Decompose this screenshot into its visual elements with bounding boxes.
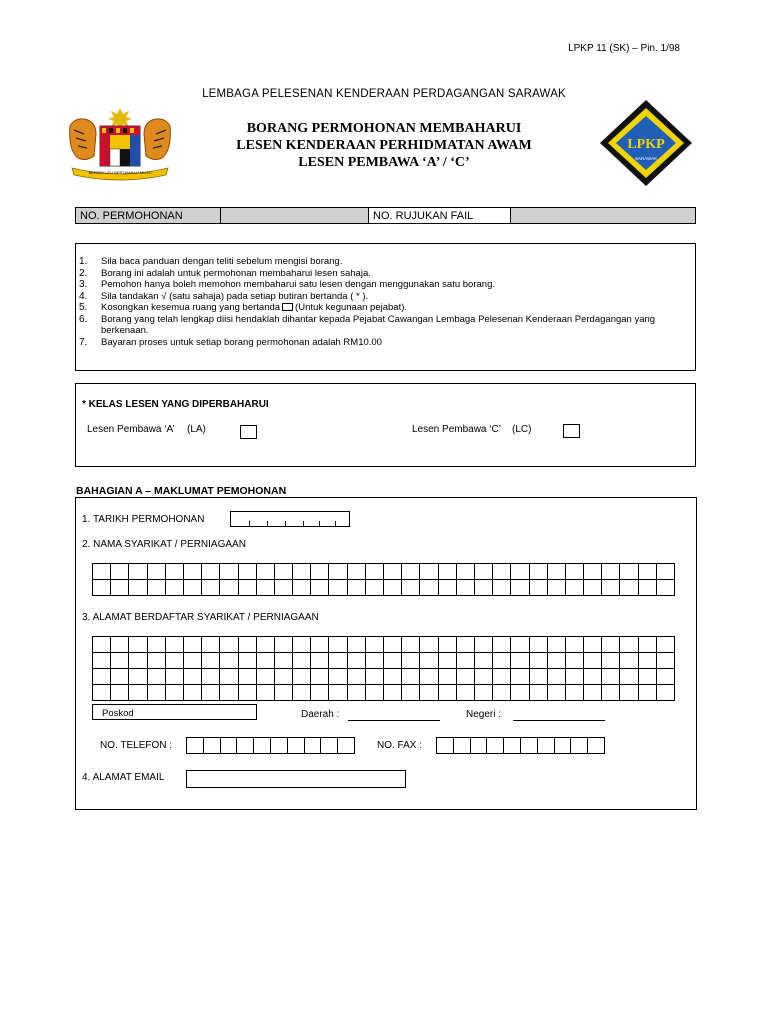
grid-cell[interactable]: [165, 637, 183, 653]
file-ref-label: NO. RUJUKAN FAIL: [369, 208, 511, 223]
grid-cell[interactable]: [329, 653, 347, 669]
grid-cell[interactable]: [588, 738, 605, 754]
grid-cell[interactable]: [311, 564, 329, 580]
grid-cell[interactable]: [456, 685, 474, 701]
grid-cell[interactable]: [220, 564, 238, 580]
grid-cell[interactable]: [402, 653, 420, 669]
grid-cell[interactable]: [238, 564, 256, 580]
grid-cell[interactable]: [638, 685, 656, 701]
grid-cell[interactable]: [438, 637, 456, 653]
grid-cell[interactable]: [220, 685, 238, 701]
grid-cell[interactable]: [547, 637, 565, 653]
grid-cell[interactable]: [529, 564, 547, 580]
grid-cell[interactable]: [365, 637, 383, 653]
grid-cell[interactable]: [493, 580, 511, 596]
grid-cell[interactable]: [293, 637, 311, 653]
grid-cell[interactable]: [384, 653, 402, 669]
grid-cell[interactable]: [656, 669, 674, 685]
grid-cell[interactable]: [220, 580, 238, 596]
grid-cell[interactable]: [129, 580, 147, 596]
address-label: 3. ALAMAT BERDAFTAR SYARIKAT / PERNIAGAAN: [82, 612, 319, 623]
grid-cell[interactable]: [329, 685, 347, 701]
form-title-line-1: BORANG PERMOHONAN MEMBAHARUI: [246, 121, 522, 136]
grid-cell[interactable]: [602, 669, 620, 685]
grid-cell[interactable]: [147, 685, 165, 701]
grid-cell[interactable]: [456, 564, 474, 580]
svg-text:BERSEKUTU BERTAMBAH MUTU: BERSEKUTU BERTAMBAH MUTU: [88, 170, 152, 175]
grid-cell[interactable]: [437, 738, 454, 754]
grid-cell[interactable]: [329, 580, 347, 596]
grid-cell[interactable]: [584, 685, 602, 701]
grid-cell[interactable]: [237, 738, 254, 754]
grid-cell[interactable]: [384, 564, 402, 580]
grid-cell[interactable]: [293, 685, 311, 701]
grid-cell[interactable]: [420, 564, 438, 580]
grid-cell[interactable]: [547, 669, 565, 685]
grid-cell[interactable]: [529, 685, 547, 701]
grid-cell[interactable]: [511, 669, 529, 685]
instructions-box: [75, 243, 696, 371]
grid-cell[interactable]: [384, 637, 402, 653]
grid-cell[interactable]: [438, 564, 456, 580]
grid-cell[interactable]: [384, 669, 402, 685]
license-class-heading: * KELAS LESEN YANG DIPERBAHARUI: [82, 399, 269, 410]
grid-cell[interactable]: [270, 738, 287, 754]
date-field[interactable]: [230, 511, 350, 527]
grid-cell[interactable]: [656, 653, 674, 669]
grid-cell[interactable]: [203, 738, 220, 754]
grid-cell[interactable]: [493, 669, 511, 685]
option-c-code: (LC): [512, 424, 532, 435]
form-title-line-3: LESEN PEMBAWA ‘A’ / ‘C’: [298, 155, 470, 170]
grid-cell[interactable]: [420, 685, 438, 701]
fax-grid[interactable]: [436, 737, 605, 754]
grid-cell[interactable]: [183, 564, 201, 580]
grid-cell[interactable]: [202, 580, 220, 596]
option-c-checkbox[interactable]: [563, 424, 580, 438]
grid-cell[interactable]: [420, 580, 438, 596]
grid-cell[interactable]: [129, 685, 147, 701]
company-name-label: 2. NAMA SYARIKAT / PERNIAGAAN: [82, 539, 246, 550]
grid-cell[interactable]: [256, 580, 274, 596]
grid-cell[interactable]: [438, 580, 456, 596]
grid-cell[interactable]: [571, 738, 588, 754]
postcode-field[interactable]: [92, 704, 257, 720]
grid-cell[interactable]: [493, 685, 511, 701]
grid-cell[interactable]: [365, 580, 383, 596]
district-label: Daerah :: [301, 709, 340, 720]
grid-cell[interactable]: [456, 653, 474, 669]
grid-cell[interactable]: [620, 637, 638, 653]
grid-cell[interactable]: [347, 564, 365, 580]
grid-cell[interactable]: [529, 580, 547, 596]
grid-cell[interactable]: [111, 580, 129, 596]
grid-cell[interactable]: [638, 637, 656, 653]
grid-cell[interactable]: [420, 637, 438, 653]
instruction-item: 7. Bayaran proses untuk setiap borang permohonan adalah RM10.00: [79, 336, 382, 348]
form-title-line-2: LESEN KENDERAAN PERHIDMATAN AWAM: [236, 138, 532, 153]
grid-cell[interactable]: [147, 580, 165, 596]
fax-label: NO. FAX :: [377, 740, 423, 751]
grid-cell[interactable]: [365, 685, 383, 701]
grid-cell[interactable]: [638, 653, 656, 669]
grid-cell[interactable]: [365, 653, 383, 669]
grid-cell[interactable]: [256, 653, 274, 669]
grid-cell[interactable]: [347, 669, 365, 685]
grid-cell[interactable]: [620, 564, 638, 580]
grid-cell[interactable]: [238, 669, 256, 685]
phone-grid[interactable]: [186, 737, 355, 754]
grid-cell[interactable]: [511, 653, 529, 669]
grid-cell[interactable]: [129, 653, 147, 669]
grid-cell[interactable]: [656, 685, 674, 701]
grid-cell[interactable]: [304, 738, 321, 754]
instruction-item: 1. Sila baca panduan dengan teliti sebelum mengisi borang.: [79, 256, 343, 267]
grid-cell[interactable]: [147, 669, 165, 685]
grid-cell[interactable]: [565, 637, 583, 653]
grid-cell[interactable]: [554, 738, 571, 754]
grid-cell[interactable]: [202, 669, 220, 685]
grid-cell[interactable]: [347, 685, 365, 701]
grid-cell[interactable]: [529, 653, 547, 669]
grid-cell[interactable]: [547, 653, 565, 669]
grid-cell[interactable]: [602, 653, 620, 669]
grid-cell[interactable]: [220, 637, 238, 653]
svg-text:LPKP: LPKP: [627, 137, 665, 152]
grid-cell[interactable]: [183, 637, 201, 653]
instructions-list: [79, 256, 676, 348]
grid-cell[interactable]: [93, 580, 111, 596]
grid-cell[interactable]: [493, 653, 511, 669]
coat-of-arms-icon: [64, 104, 176, 182]
form-reference: LPKP 11 (SK) – Pin. 1/98: [568, 43, 680, 54]
grid-cell[interactable]: [402, 637, 420, 653]
grid-cell[interactable]: [438, 685, 456, 701]
grid-cell[interactable]: [474, 669, 492, 685]
grid-cell[interactable]: [656, 564, 674, 580]
grid-cell[interactable]: [584, 653, 602, 669]
grid-cell[interactable]: [220, 669, 238, 685]
lpkp-logo-icon: [598, 98, 694, 188]
grid-cell[interactable]: [474, 685, 492, 701]
grid-cell[interactable]: [93, 564, 111, 580]
grid-cell[interactable]: [165, 580, 183, 596]
grid-cell[interactable]: [147, 637, 165, 653]
instruction-item: 5. Kosongkan kesemua ruang yang bertanda (Untuk kegunaan pejabat).: [79, 302, 408, 313]
grid-cell[interactable]: [584, 564, 602, 580]
grid-cell[interactable]: [584, 637, 602, 653]
agency-name: LEMBAGA PELESENAN KENDERAAN PERDAGANGAN SARAWAK: [202, 88, 566, 100]
grid-cell[interactable]: [293, 669, 311, 685]
grid-cell[interactable]: [274, 580, 292, 596]
grid-cell[interactable]: [93, 637, 111, 653]
grid-cell[interactable]: [147, 653, 165, 669]
grid-cell[interactable]: [311, 653, 329, 669]
grid-cell[interactable]: [520, 738, 537, 754]
grid-cell[interactable]: [256, 685, 274, 701]
grid-cell[interactable]: [620, 580, 638, 596]
grid-cell[interactable]: [470, 738, 487, 754]
grid-cell[interactable]: [165, 685, 183, 701]
instruction-item: 4. Sila tandakan √ (satu sahaja) pada setiap butiran bertanda ( * ).: [79, 290, 369, 302]
grid-cell[interactable]: [638, 564, 656, 580]
grid-cell[interactable]: [602, 685, 620, 701]
grid-cell[interactable]: [537, 738, 554, 754]
grid-cell[interactable]: [584, 669, 602, 685]
grid-cell[interactable]: [493, 637, 511, 653]
grid-cell[interactable]: [254, 738, 271, 754]
option-a-checkbox[interactable]: [240, 425, 257, 439]
grid-cell[interactable]: [529, 669, 547, 685]
grid-cell[interactable]: [238, 653, 256, 669]
grid-cell[interactable]: [602, 637, 620, 653]
grid-cell[interactable]: [402, 580, 420, 596]
grid-cell[interactable]: [329, 669, 347, 685]
grid-cell[interactable]: [620, 669, 638, 685]
application-no-field[interactable]: [221, 208, 370, 223]
grid-cell[interactable]: [202, 564, 220, 580]
instruction-item: 3. Pemohon hanya boleh memohon membaharui satu lesen dengan menggunakan satu borang.: [79, 279, 495, 290]
phone-label: NO. TELEFON :: [100, 740, 173, 751]
grid-cell[interactable]: [474, 653, 492, 669]
date-label: 1. TARIKH PERMOHONAN: [82, 514, 205, 525]
grid-cell[interactable]: [111, 685, 129, 701]
grid-cell[interactable]: [487, 738, 504, 754]
grid-cell[interactable]: [202, 653, 220, 669]
grid-cell[interactable]: [256, 669, 274, 685]
grid-cell[interactable]: [347, 580, 365, 596]
grid-cell[interactable]: [329, 637, 347, 653]
grid-cell[interactable]: [338, 738, 355, 754]
grid-cell[interactable]: [565, 564, 583, 580]
svg-text:SARAWAK: SARAWAK: [634, 156, 658, 161]
option-a-label: Lesen Pembawa ‘A’: [87, 424, 175, 435]
grid-cell[interactable]: [274, 669, 292, 685]
part-a-box: [75, 497, 697, 810]
grid-cell[interactable]: [511, 564, 529, 580]
grid-cell[interactable]: [511, 637, 529, 653]
grid-cell[interactable]: [274, 564, 292, 580]
grid-cell[interactable]: [274, 685, 292, 701]
grid-cell[interactable]: [293, 653, 311, 669]
grid-cell[interactable]: [202, 685, 220, 701]
email-label: 4. ALAMAT EMAIL: [82, 772, 165, 783]
grid-cell[interactable]: [111, 669, 129, 685]
instruction-item: 6. Borang yang telah lengkap diisi hendaklah dihantar kepada Pejabat Cawangan Lembaga Pelesenan Kenderaan Perdagangan yang berkenaan.: [79, 313, 656, 336]
grid-cell[interactable]: [256, 564, 274, 580]
grid-cell[interactable]: [638, 669, 656, 685]
grid-cell[interactable]: [547, 564, 565, 580]
grid-cell[interactable]: [183, 669, 201, 685]
grid-cell[interactable]: [111, 564, 129, 580]
grid-cell[interactable]: [311, 669, 329, 685]
grid-cell[interactable]: [93, 685, 111, 701]
grid-cell[interactable]: [347, 637, 365, 653]
grid-cell[interactable]: [111, 637, 129, 653]
grid-cell[interactable]: [384, 580, 402, 596]
grid-cell[interactable]: [547, 685, 565, 701]
grid-cell[interactable]: [365, 669, 383, 685]
grid-cell[interactable]: [238, 685, 256, 701]
grid-cell[interactable]: [402, 669, 420, 685]
grid-cell[interactable]: [402, 685, 420, 701]
grid-cell[interactable]: [529, 637, 547, 653]
grid-cell[interactable]: [638, 580, 656, 596]
grid-cell[interactable]: [584, 580, 602, 596]
grid-cell[interactable]: [656, 580, 674, 596]
option-c-label: Lesen Pembawa ‘C’: [412, 424, 501, 435]
grid-cell[interactable]: [165, 564, 183, 580]
grid-cell[interactable]: [274, 653, 292, 669]
grid-cell[interactable]: [238, 637, 256, 653]
company-name-grid[interactable]: [92, 563, 675, 596]
grid-cell[interactable]: [147, 564, 165, 580]
grid-cell[interactable]: [202, 637, 220, 653]
grid-cell[interactable]: [504, 738, 521, 754]
grid-cell[interactable]: [311, 580, 329, 596]
state-label: Negeri :: [466, 709, 502, 720]
grid-cell[interactable]: [565, 580, 583, 596]
grid-cell[interactable]: [511, 685, 529, 701]
grid-cell[interactable]: [384, 685, 402, 701]
postcode-label: Poskod: [102, 708, 134, 719]
grid-cell[interactable]: [187, 738, 204, 754]
email-field[interactable]: [186, 770, 406, 788]
grid-cell[interactable]: [165, 653, 183, 669]
grid-cell[interactable]: [183, 685, 201, 701]
grid-cell[interactable]: [602, 564, 620, 580]
grid-cell[interactable]: [111, 653, 129, 669]
grid-cell[interactable]: [565, 669, 583, 685]
grid-cell[interactable]: [474, 637, 492, 653]
grid-cell[interactable]: [321, 738, 338, 754]
grid-cell[interactable]: [438, 653, 456, 669]
grid-cell[interactable]: [311, 685, 329, 701]
grid-cell[interactable]: [274, 637, 292, 653]
grid-cell[interactable]: [293, 564, 311, 580]
grid-cell[interactable]: [365, 564, 383, 580]
grid-cell[interactable]: [183, 580, 201, 596]
grid-cell[interactable]: [511, 580, 529, 596]
grid-cell[interactable]: [565, 653, 583, 669]
part-a-heading: BAHAGIAN A – MAKLUMAT PEMOHONAN: [76, 485, 287, 497]
grid-cell[interactable]: [547, 580, 565, 596]
grid-cell[interactable]: [129, 637, 147, 653]
grid-cell[interactable]: [456, 580, 474, 596]
grid-cell[interactable]: [93, 669, 111, 685]
grid-cell[interactable]: [453, 738, 470, 754]
grid-cell[interactable]: [220, 653, 238, 669]
grid-cell[interactable]: [183, 653, 201, 669]
grid-cell[interactable]: [565, 685, 583, 701]
grid-cell[interactable]: [329, 564, 347, 580]
grid-cell[interactable]: [420, 669, 438, 685]
grid-cell[interactable]: [620, 653, 638, 669]
grid-cell[interactable]: [238, 580, 256, 596]
grid-cell[interactable]: [602, 580, 620, 596]
grid-cell[interactable]: [256, 637, 274, 653]
grid-cell[interactable]: [220, 738, 237, 754]
reference-table: [75, 207, 696, 224]
state-field[interactable]: [513, 720, 605, 721]
grid-cell[interactable]: [311, 637, 329, 653]
license-class-box: [75, 383, 696, 467]
grid-cell[interactable]: [165, 669, 183, 685]
address-grid[interactable]: [92, 636, 675, 701]
option-a-code: (LA): [187, 424, 206, 435]
grid-cell[interactable]: [129, 669, 147, 685]
grid-cell[interactable]: [474, 564, 492, 580]
grid-cell[interactable]: [293, 580, 311, 596]
office-use-box-icon: [282, 303, 293, 311]
grid-cell[interactable]: [438, 669, 456, 685]
grid-cell[interactable]: [402, 564, 420, 580]
grid-cell[interactable]: [93, 653, 111, 669]
grid-cell[interactable]: [493, 564, 511, 580]
district-field[interactable]: [348, 720, 440, 721]
grid-cell[interactable]: [287, 738, 304, 754]
grid-cell[interactable]: [129, 564, 147, 580]
grid-cell[interactable]: [656, 637, 674, 653]
grid-cell[interactable]: [620, 685, 638, 701]
grid-cell[interactable]: [347, 653, 365, 669]
grid-cell[interactable]: [456, 669, 474, 685]
grid-cell[interactable]: [456, 637, 474, 653]
application-no-label: NO. PERMOHONAN: [76, 208, 221, 223]
grid-cell[interactable]: [474, 580, 492, 596]
grid-cell[interactable]: [420, 653, 438, 669]
instruction-item: 2. Borang ini adalah untuk permohonan membaharui lesen sahaja.: [79, 267, 371, 279]
file-ref-field[interactable]: [511, 208, 695, 223]
